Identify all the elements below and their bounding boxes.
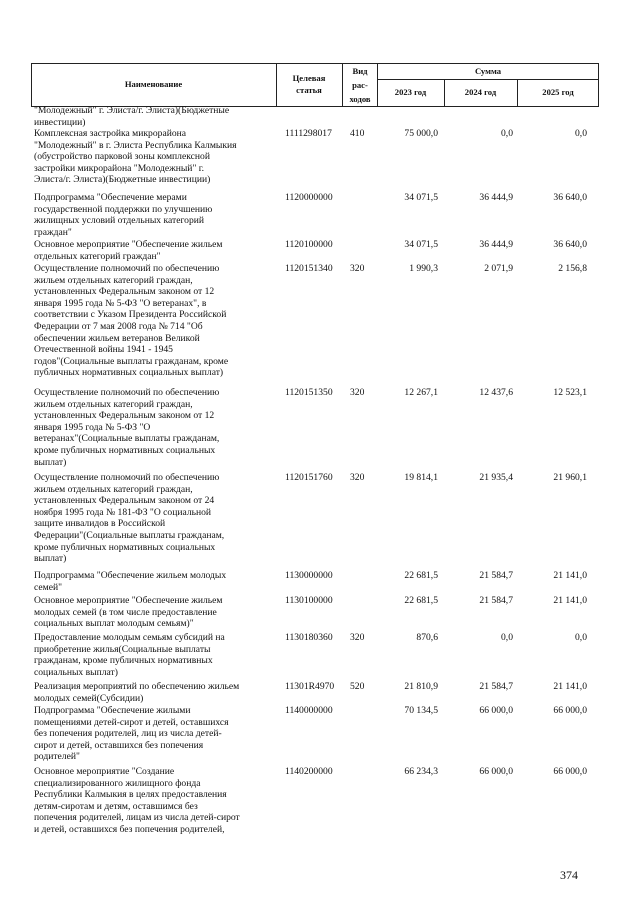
header-year-2025: 2025 год [542,87,574,97]
row-sum-2024: 12 437,6 [479,387,513,398]
row-name: Осуществление полномочий по обеспечению жильем отдельных категорий граждан, установленных Федеральным законом от 24 ноября 1995 года № 181-ФЗ "О социальной защите инвалидов в Российской Федерации"(Социальные выплаты гражданам, кроме публичных нормативных социальных выплат) [34,472,225,565]
row-sum-2023: 22 681,5 [404,595,438,606]
row-sum-2024: 21 584,7 [479,595,513,606]
row-sum-2023: 75 000,0 [404,128,438,139]
header-vid-line1: Вид [352,66,368,76]
row-sum-2025: 36 640,0 [553,192,587,203]
row-vid: 320 [350,472,365,483]
row-vid: 320 [350,387,365,398]
header-vid-line3: ходов [349,94,371,104]
row-name: Реализация мероприятий по обеспечению жильем молодых семей(Субсидии) [34,681,240,704]
row-sum-2025: 66 000,0 [553,766,587,777]
row-name: Осуществление полномочий по обеспечению жильем отдельных категорий граждан, установленных Федеральным законом от 12 января 1995 года № 5-ФЗ "О ветеранах", в соответствии с Указом Президента Российской Федерации от 7 мая 2008 года № 714 "Об обеспечении жильем ветеранов Великой Отечественной войны 1941 - 1945 годов"(Социальные выплаты гражданам, кроме публичных нормативных социальных выплат) [34,263,229,379]
row-code: 1130100000 [285,595,333,606]
row-sum-2024: 21 935,4 [479,472,513,483]
row-code: 1130000000 [285,570,333,581]
header-sum: Сумма [474,66,502,76]
row-name: Подпрограмма "Обеспечение мерами государственной поддержки по улучшению жилищных условий отдельных категорий граждан" [34,192,213,238]
row-sum-2025: 21 141,0 [553,570,587,581]
row-vid: 320 [350,632,365,643]
row-sum-2023: 66 234,3 [404,766,438,777]
row-sum-2023: 12 267,1 [404,387,438,398]
header-name: Наименование [124,79,183,89]
row-sum-2023: 1 990,3 [409,263,438,274]
row-code: 1140200000 [285,766,333,777]
row-name: Основное мероприятие "Создание специализированного жилищного фонда Республики Калмыкия в целях предоставления детям-сиротам и детям, оставшимся без попечения родителей, лицам из числа детей-сирот и детей, оставшихся без попечения родителей, [34,766,240,835]
header-code-line2: статья [296,85,322,95]
row-code: 1120151340 [285,263,333,274]
page-number: 374 [560,868,578,882]
row-sum-2023: 21 810,9 [404,681,438,692]
row-sum-2025: 0,0 [575,632,587,643]
row-code: 1120151760 [285,472,333,483]
row-vid: 320 [350,263,365,274]
header-code-line1: Целевая [292,73,326,83]
row-name: Основное мероприятие "Обеспечение жильем молодых семей (в том числе предоставление социальных выплат молодым семьям)" [34,595,223,630]
row-sum-2023: 19 814,1 [404,472,438,483]
header-vid-line2: рас- [352,80,368,90]
row-sum-2024: 21 584,7 [479,681,513,692]
header-year-2024: 2024 год [464,87,497,97]
row-code: 1140000000 [285,705,333,716]
row-vid: 520 [350,681,365,692]
row-code: 1120100000 [285,239,333,250]
row-sum-2025: 0,0 [575,128,587,139]
row-sum-2025: 21 141,0 [553,681,587,692]
row-sum-2025: 12 523,1 [553,387,587,398]
row-code: 1130180360 [285,632,333,643]
row-vid: 410 [350,128,365,139]
row-sum-2023: 34 071,5 [404,192,438,203]
row-sum-2024: 66 000,0 [479,766,513,777]
row-sum-2023: 70 134,5 [404,705,438,716]
row-sum-2025: 21 960,1 [553,472,587,483]
row-sum-2024: 0,0 [501,632,513,643]
header-year-2023: 2023 год [394,87,427,97]
row-code: 1111298017 [285,128,332,139]
row-code: 11301R4970 [285,681,335,692]
row-sum-2024: 36 444,9 [479,239,513,250]
row-sum-2023: 34 071,5 [404,239,438,250]
row-name: "Молодежный" г. Элиста/г. Элиста)(Бюджетные инвестиции) [34,105,230,128]
row-name: Подпрограмма "Обеспечение жилыми помещениями детей-сирот и детей, оставшихся без попечения родителей, лиц из числа детей- сирот и детей, оставшихся без попечения родителей" [34,705,229,763]
row-sum-2025: 36 640,0 [553,239,587,250]
row-name: Комплексная застройка микрорайона "Молодежный" в г. Элиста Республика Калмыкия (обустройство парковой зоны комплексной застройки микрорайона "Молодежный" г. Элиста/г. Элиста)(Бюджетные инвестиции) [34,128,237,186]
row-sum-2024: 2 071,9 [484,263,513,274]
row-name: Осуществление полномочий по обеспечению жильем отдельных категорий граждан, установленных Федеральным законом от 12 января 1995 года № 5-ФЗ "О ветеранах"(Социальные выплаты гражданам, кроме публичных нормативных социальных выплат) [34,387,220,468]
row-sum-2024: 21 584,7 [479,570,513,581]
row-name: Основное мероприятие "Обеспечение жильем отдельных категорий граждан" [34,239,223,262]
row-sum-2023: 870,6 [416,632,438,643]
row-sum-2025: 21 141,0 [553,595,587,606]
table-header [31,63,599,106]
row-sum-2023: 22 681,5 [404,570,438,581]
row-sum-2025: 2 156,8 [558,263,587,274]
row-sum-2024: 36 444,9 [479,192,513,203]
row-name: Подпрограмма "Обеспечение жильем молодых семей" [34,570,227,593]
row-code: 1120151350 [285,387,333,398]
row-sum-2024: 0,0 [501,128,513,139]
row-name: Предоставление молодым семьям субсидий на приобретение жилья(Социальные выплаты гражданам, кроме публичных нормативных социальных выплат) [34,632,225,678]
row-sum-2024: 66 000,0 [479,705,513,716]
row-code: 1120000000 [285,192,333,203]
row-sum-2025: 66 000,0 [553,705,587,716]
